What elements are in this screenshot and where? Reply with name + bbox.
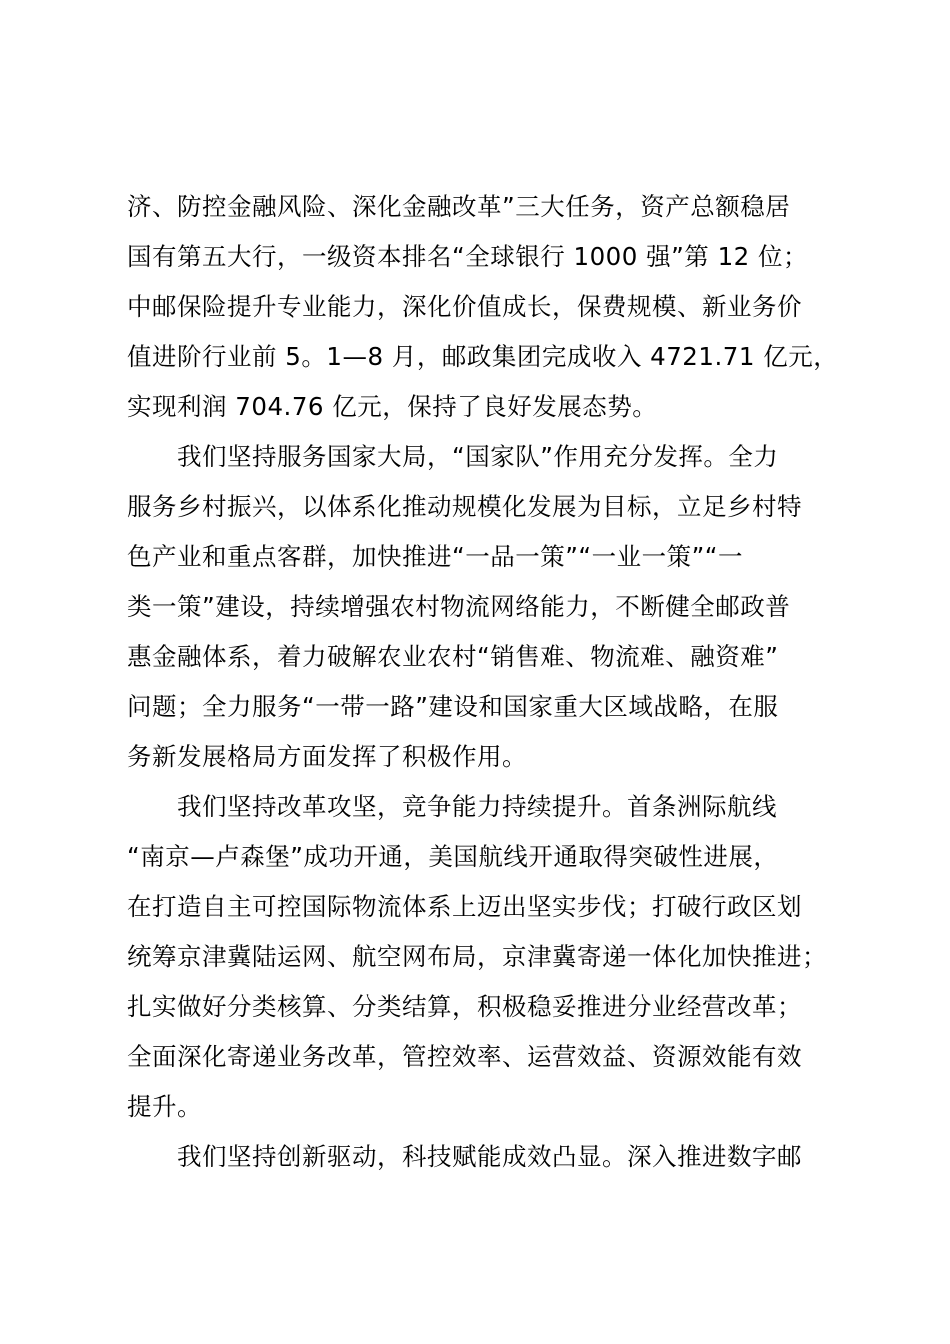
text-line: 统筹京津冀陆运网、航空网布局，京津冀寄递一体化加快推进； xyxy=(127,942,827,971)
text-line: 惠金融体系，着力破解农业农村“销售难、物流难、融资难” xyxy=(127,642,779,671)
paragraph-first-line: 我们坚持创新驱动，科技赋能成效凸显。深入推进数字邮 xyxy=(177,1142,802,1171)
text-line: 类一策”建设，持续增强农村物流网络能力，不断健全邮政普 xyxy=(127,592,791,621)
paragraph-first-line: 我们坚持改革攻坚，竞争能力持续提升。首条洲际航线 xyxy=(177,792,777,821)
text-line: 国有第五大行，一级资本排名“全球银行 1000 强”第 12 位； xyxy=(127,242,809,271)
text-line: 中邮保险提升专业能力，深化价值成长，保费规模、新业务价 xyxy=(127,292,802,321)
text-line: 色产业和重点客群，加快推进“一品一策”“一业一策”“一 xyxy=(127,542,743,571)
text-line: 提升。 xyxy=(127,1092,202,1121)
text-line: 济、防控金融风险、深化金融改革”三大任务，资产总额稳居 xyxy=(127,192,791,221)
text-line: 务新发展格局方面发挥了积极作用。 xyxy=(127,742,527,771)
text-line: “南京—卢森堡”成功开通，美国航线开通取得突破性进展， xyxy=(127,842,779,871)
text-line: 值进阶行业前 5。1—8 月，邮政集团完成收入 4721.71 亿元， xyxy=(127,342,839,371)
text-line: 扎实做好分类核算、分类结算，积极稳妥推进分业经营改革； xyxy=(127,992,802,1021)
text-line: 全面深化寄递业务改革，管控效率、运营效益、资源效能有效 xyxy=(127,1042,802,1071)
text-line: 问题；全力服务“一带一路”建设和国家重大区域战略，在服 xyxy=(127,692,779,721)
text-line: 实现利润 704.76 亿元，保持了良好发展态势。 xyxy=(127,392,658,421)
paragraph-first-line: 我们坚持服务国家大局，“国家队”作用充分发挥。全力 xyxy=(177,442,779,471)
text-line: 服务乡村振兴，以体系化推动规模化发展为目标，立足乡村特 xyxy=(127,492,802,521)
text-line: 在打造自主可控国际物流体系上迈出坚实步伐；打破行政区划 xyxy=(127,892,802,921)
